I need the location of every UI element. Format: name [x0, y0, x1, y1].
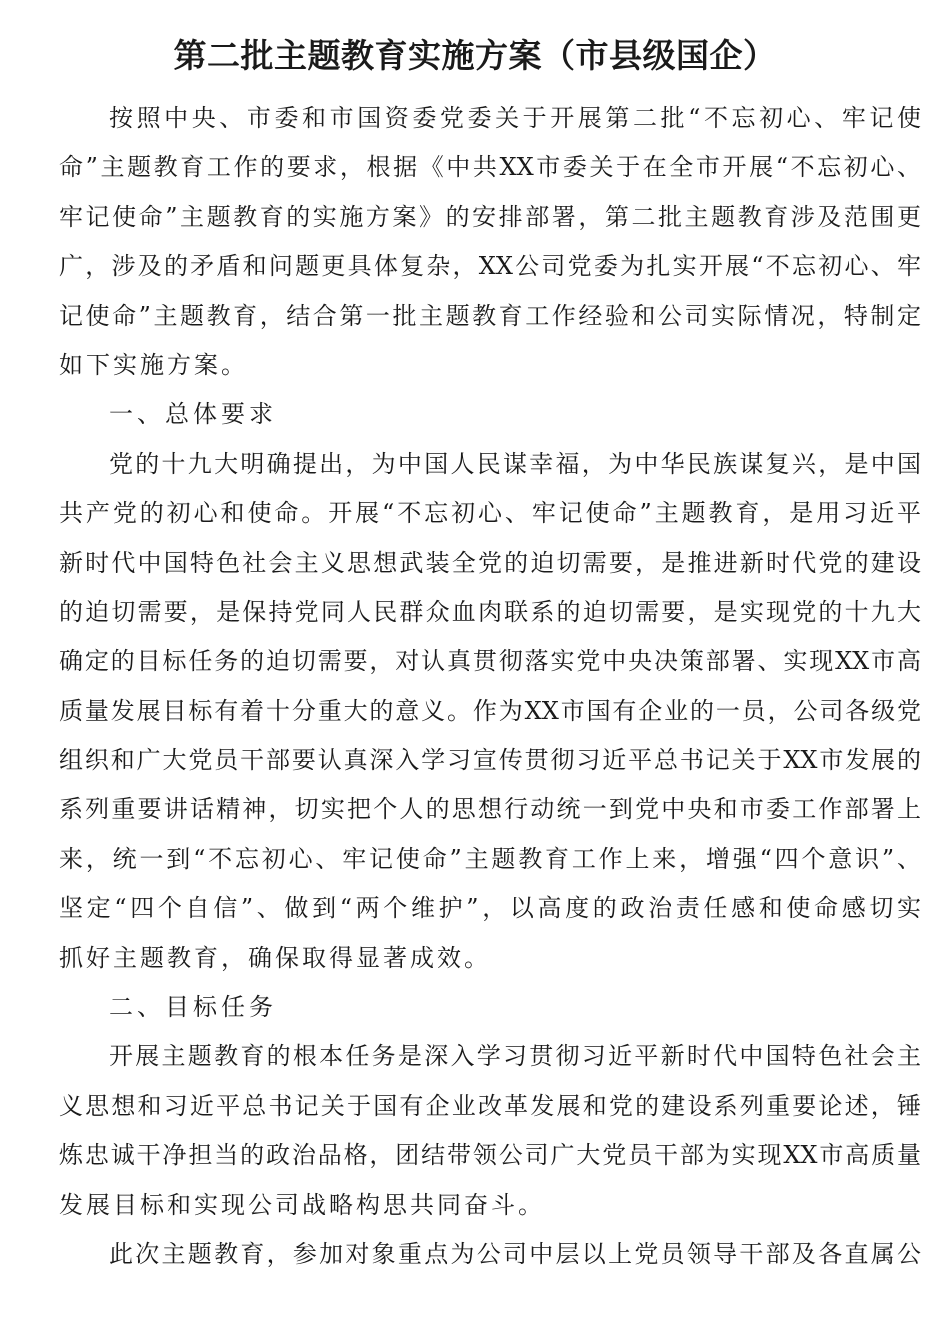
paragraph-line: 命”主题教育工作的要求，根据《中共XX市委关于在全市开展“不忘初心、 [59, 153, 921, 182]
paragraph-line: 如下实施方案。 [59, 350, 248, 379]
paragraph-line: 党的十九大明确提出，为中国人民谋幸福，为中华民族谋复兴，是中国 [109, 449, 921, 478]
paragraph-line: 炼忠诚干净担当的政治品格，团结带领公司广大党员干部为实现XX市高质量 [59, 1141, 921, 1170]
paragraph-line: 新时代中国特色社会主义思想武装全党的迫切需要，是推进新时代党的建设 [59, 548, 921, 577]
paragraph-line: 义思想和习近平总书记关于国有企业改革发展和党的建设系列重要论述，锤 [59, 1091, 921, 1120]
paragraph-line: 共产党的初心和使命。开展“不忘初心、牢记使命”主题教育，是用习近平 [59, 499, 921, 528]
section-heading: 二、目标任务 [109, 993, 277, 1022]
paragraph-line: 牢记使命”主题教育的实施方案》的安排部署，第二批主题教育涉及范围更 [59, 202, 921, 231]
paragraph-line: 按照中央、市委和市国资委党委关于开展第二批“不忘初心、牢记使 [109, 104, 921, 132]
paragraph-line: 的迫切需要，是保持党同人民群众血肉联系的迫切需要，是实现党的十九大 [59, 597, 921, 626]
paragraph-line: 开展主题教育的根本任务是深入学习贯彻习近平新时代中国特色社会主 [109, 1042, 921, 1071]
paragraph-line: 抓好主题教育，确保取得显著成效。 [59, 943, 491, 972]
paragraph-line: 质量发展目标有着十分重大的意义。作为XX市国有企业的一员，公司各级党 [59, 696, 921, 725]
document-title: 第二批主题教育实施方案（市县级国企） [173, 36, 777, 75]
paragraph-line: 组织和广大党员干部要认真深入学习宣传贯彻习近平总书记关于XX市发展的 [59, 746, 921, 775]
paragraph-line: 确定的目标任务的迫切需要，对认真贯彻落实党中央决策部署、实现XX市高 [59, 647, 921, 676]
document-body [59, 94, 921, 1279]
paragraph-line: 来，统一到“不忘初心、牢记使命”主题教育工作上来，增强“四个意识”、 [59, 844, 921, 873]
paragraph-line: 记使命”主题教育，结合第一批主题教育工作经验和公司实际情况，特制定 [59, 301, 921, 330]
paragraph-line: 广，涉及的矛盾和问题更具体复杂，XX公司党委为扎实开展“不忘初心、牢 [59, 252, 921, 281]
section-heading: 一、总体要求 [109, 400, 277, 429]
paragraph-line: 此次主题教育，参加对象重点为公司中层以上党员领导干部及各直属公 [109, 1239, 921, 1268]
paragraph-line: 发展目标和实现公司战略构思共同奋斗。 [59, 1190, 545, 1219]
paragraph-line: 坚定“四个自信”、做到“两个维护”，以高度的政治责任感和使命感切实 [59, 894, 921, 923]
paragraph-line: 系列重要讲话精神，切实把个人的思想行动统一到党中央和市委工作部署上 [59, 795, 921, 824]
